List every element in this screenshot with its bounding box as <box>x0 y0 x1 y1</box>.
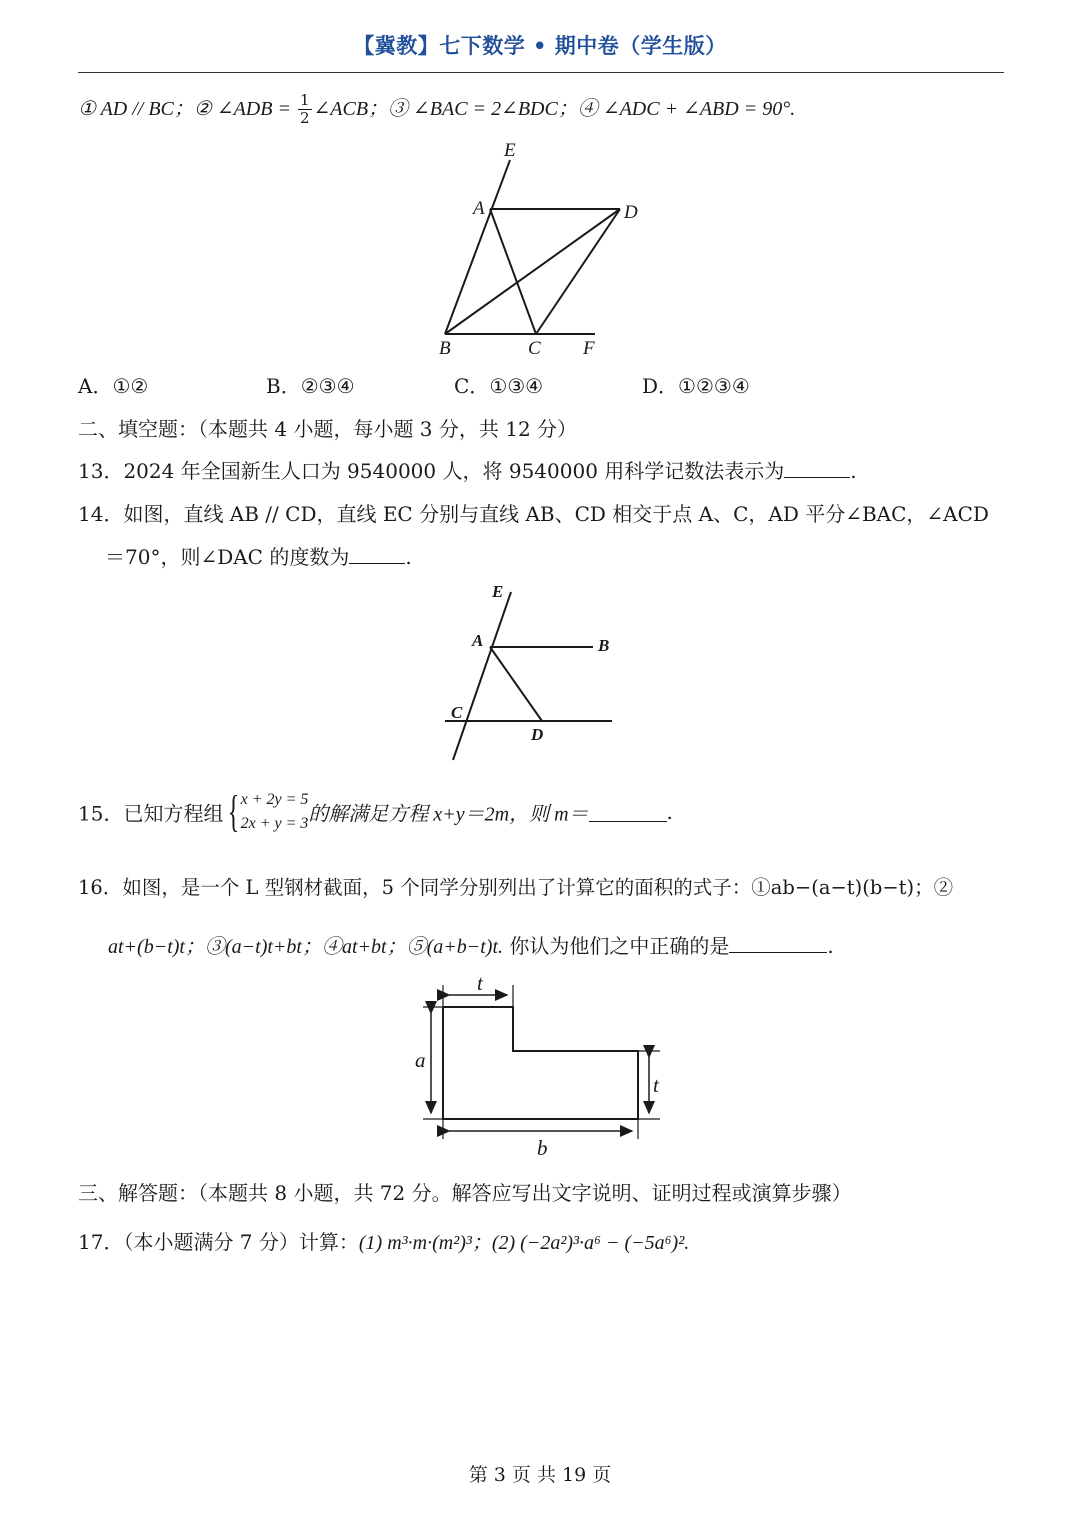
label-a: A <box>473 198 485 219</box>
q16-end: . <box>827 934 834 958</box>
equation-2: 2x + y = 3 <box>240 815 309 832</box>
line-ec <box>453 592 511 760</box>
q14-line1: 14．如图，直线 AB // CD，直线 EC 分别与直线 AB、CD 相交于点 A、C，AD 平分∠BAC，∠ACD <box>78 502 989 526</box>
q13-text: 13．2024 年全国新生人口为 9540000 人，将 9540000 用科学记数法表示为 <box>78 459 785 483</box>
q12-statements-part1: ① AD // BC；② ∠ADB = <box>78 98 296 120</box>
q15-suffix: 的解满足方程 x+y＝2m，则 m＝ <box>308 803 589 826</box>
q16-line1: 16．如图，是一个 L 型钢材截面，5 个同学分别列出了计算它的面积的式子：①ab−(a−t)(b−t)；② <box>78 876 954 899</box>
header-divider <box>78 72 1004 73</box>
q15-end: . <box>666 800 673 824</box>
label-a: A <box>472 631 484 650</box>
fraction-half <box>298 92 312 127</box>
equation-list <box>241 788 309 836</box>
q12-options <box>78 370 750 399</box>
q14-answer-blank <box>349 545 405 564</box>
q15 <box>78 788 673 836</box>
q12-figure <box>430 132 660 364</box>
page-number: 第 3 页 共 19 页 <box>468 1464 612 1486</box>
q14-line2-text: ＝70°，则∠DAC 的度数为 <box>105 545 350 569</box>
label-e: E <box>504 140 516 161</box>
equation-system <box>223 788 308 836</box>
l-shape-outline <box>443 1007 638 1119</box>
label-c: C <box>451 703 463 722</box>
section2-heading: 二、填空题：（本题共 4 小题，每小题 3 分，共 12 分） <box>78 417 578 441</box>
segment-ad <box>490 647 542 721</box>
label-d: D <box>624 202 638 223</box>
equation-1: x + 2y = 5 <box>240 791 309 808</box>
label-d: D <box>531 725 544 744</box>
page-header-title: 【冀教】七下数学 • 期中卷（学生版） <box>353 34 727 58</box>
fraction-denominator: 2 <box>299 109 310 127</box>
label-b: B <box>598 636 610 655</box>
q16-formulas: at+(b−t)t；③(a−t)t+bt；④at+bt；⑤(a+b−t)t. <box>108 936 503 958</box>
segment-cd <box>536 209 620 334</box>
line-ea-b <box>445 160 510 334</box>
fraction-numerator: 1 <box>299 91 310 109</box>
label-b: b <box>537 1136 548 1160</box>
left-brace: { <box>228 787 240 836</box>
q15-prefix: 15．已知方程组 <box>78 801 224 826</box>
q13-end: . <box>850 459 857 483</box>
label-e: E <box>492 582 504 601</box>
q14-end: . <box>405 545 412 569</box>
label-a: a <box>415 1048 426 1072</box>
q17 <box>78 1226 689 1255</box>
q16-figure <box>405 975 675 1160</box>
section3-heading: 三、解答题：（本题共 8 小题，共 72 分。解答应写出文字说明、证明过程或演算步骤） <box>78 1181 852 1205</box>
q15-answer-blank <box>589 803 667 822</box>
q17-part2: (2) (−2a²)³·a⁶ − (−5a⁶)². <box>491 1232 690 1254</box>
label-c: C <box>528 338 541 359</box>
q17-part1: (1) m³·m·(m²)³； <box>358 1232 492 1254</box>
option-c: C．①③④ <box>454 374 544 398</box>
option-d: D．①②③④ <box>642 374 750 398</box>
q17-prefix: 17．（本小题满分 7 分）计算： <box>78 1230 359 1254</box>
q14-line2 <box>105 541 412 570</box>
q13-answer-blank <box>784 459 850 478</box>
q16-line2 <box>108 930 834 959</box>
q16-answer-blank <box>729 934 827 953</box>
q13 <box>78 455 857 484</box>
q12-statements-part2: ∠ACB；③ ∠BAC = 2∠BDC；④ ∠ADC + ∠ABD = 90°. <box>313 98 796 120</box>
q16-question: 你认为他们之中正确的是 <box>509 934 730 958</box>
segment-ac <box>490 209 536 334</box>
segment-bd <box>445 209 620 334</box>
label-f: F <box>583 338 595 359</box>
option-a: A．①② <box>78 374 149 398</box>
q14-figure <box>440 578 620 764</box>
q12-statements <box>78 92 795 127</box>
label-t-top: t <box>477 975 483 995</box>
option-b: B．②③④ <box>266 374 355 398</box>
label-b: B <box>439 338 451 359</box>
label-t-right: t <box>653 1073 659 1097</box>
